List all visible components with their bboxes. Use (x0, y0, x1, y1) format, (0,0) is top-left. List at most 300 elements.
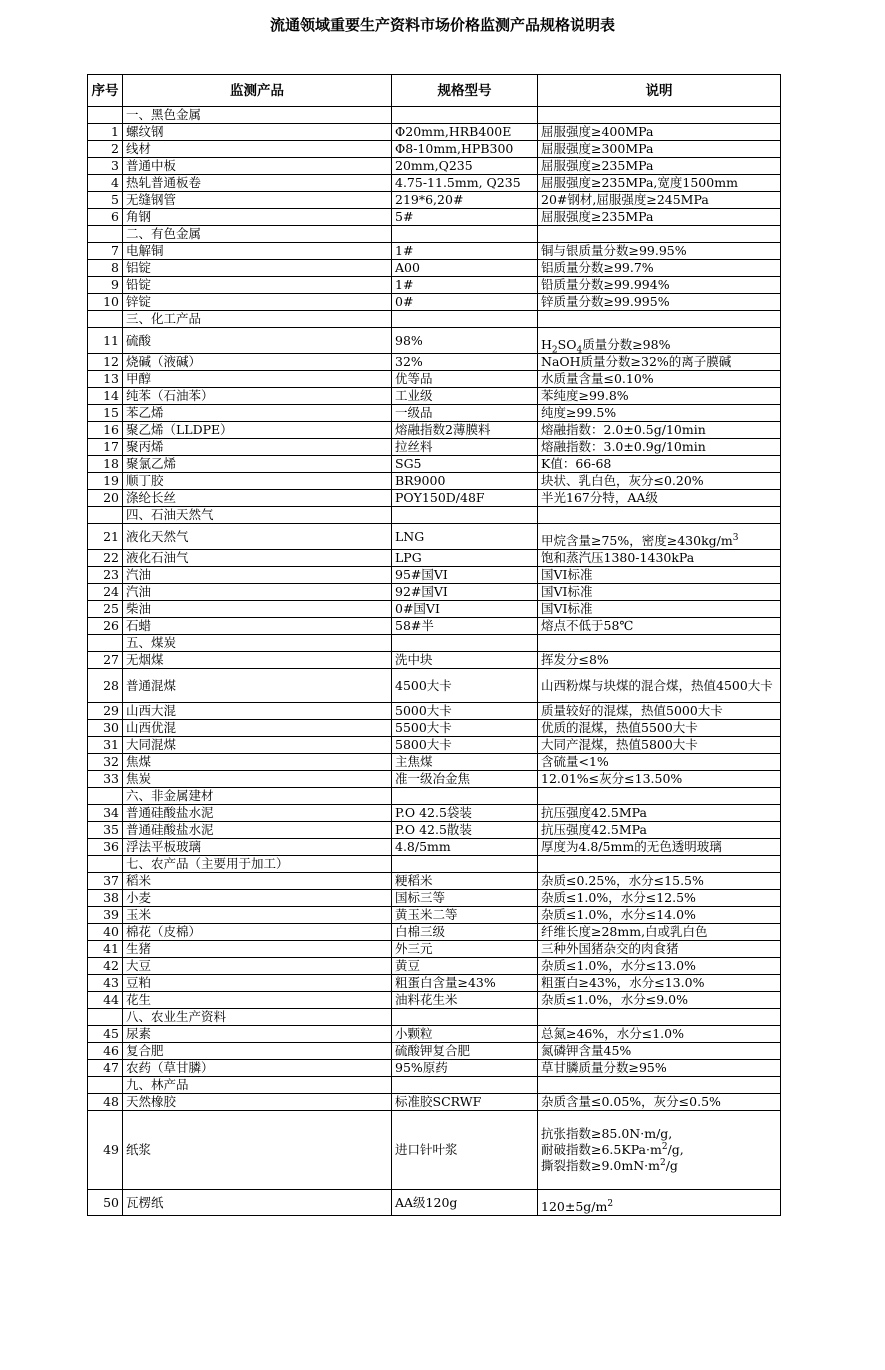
product-spec: 工业级 (392, 388, 538, 405)
product-desc: 12.01%≤灰分≤13.50% (538, 771, 781, 788)
category-num-cell (88, 788, 123, 805)
product-name: 硫酸 (123, 328, 392, 354)
product-desc: 铜与银质量分数≥99.95% (538, 243, 781, 260)
product-name: 花生 (123, 992, 392, 1009)
row-number: 24 (88, 584, 123, 601)
table-row (88, 175, 781, 192)
product-name: 无烟煤 (123, 652, 392, 669)
product-desc: 优质的混煤，热值5500大卡 (538, 720, 781, 737)
table-row (88, 992, 781, 1009)
category-num-cell (88, 507, 123, 524)
desc-superscript: 2 (607, 1198, 614, 1209)
product-spec: 20mm,Q235 (392, 158, 538, 175)
table-body (88, 107, 781, 1216)
table-row (88, 294, 781, 311)
category-row (88, 856, 781, 873)
desc-text: /g (665, 1158, 678, 1173)
category-spec-cell (392, 635, 538, 652)
row-number: 27 (88, 652, 123, 669)
product-desc: 块状、乳白色，灰分≤0.20% (538, 473, 781, 490)
product-name: 角钢 (123, 209, 392, 226)
row-number: 18 (88, 456, 123, 473)
product-name: 无缝钢管 (123, 192, 392, 209)
product-spec: 95%原药 (392, 1060, 538, 1077)
row-number: 32 (88, 754, 123, 771)
product-desc: 铝质量分数≥99.7% (538, 260, 781, 277)
product-name: 山西优混 (123, 720, 392, 737)
product-desc: 粗蛋白≥43%，水分≤13.0% (538, 975, 781, 992)
product-name: 柴油 (123, 601, 392, 618)
desc-text: 抗张指数≥85.0N·m/g, (541, 1126, 673, 1141)
product-spec: 黄豆 (392, 958, 538, 975)
product-desc: 杂质≤1.0%，水分≤13.0% (538, 958, 781, 975)
desc-text: 质量分数≥98% (582, 337, 671, 352)
product-spec: 0# (392, 294, 538, 311)
product-name: 螺纹钢 (123, 124, 392, 141)
product-spec: 5500大卡 (392, 720, 538, 737)
product-desc: 纯度≥99.5% (538, 405, 781, 422)
category-row (88, 635, 781, 652)
product-name: 顺丁胶 (123, 473, 392, 490)
product-spec: 4.75-11.5mm, Q235 (392, 175, 538, 192)
desc-superscript: 2 (661, 1141, 668, 1152)
table-row (88, 405, 781, 422)
table-row (88, 907, 781, 924)
product-spec: 白棉三级 (392, 924, 538, 941)
row-number: 14 (88, 388, 123, 405)
row-number: 48 (88, 1094, 123, 1111)
category-desc-cell (538, 856, 781, 873)
row-number: 15 (88, 405, 123, 422)
table-row (88, 805, 781, 822)
table-row (88, 567, 781, 584)
product-name: 热轧普通板卷 (123, 175, 392, 192)
category-desc-cell (538, 1009, 781, 1026)
product-desc: 饱和蒸汽压1380-1430kPa (538, 550, 781, 567)
product-desc (538, 1190, 781, 1216)
product-spec: 洗中块 (392, 652, 538, 669)
category-spec-cell (392, 226, 538, 243)
table-row (88, 669, 781, 703)
desc-text: 撕裂指数≥9.0mN·m (541, 1158, 660, 1173)
category-row (88, 1009, 781, 1026)
product-spec: LNG (392, 524, 538, 550)
table-row (88, 601, 781, 618)
product-desc: 锌质量分数≥99.995% (538, 294, 781, 311)
product-name: 普通硅酸盐水泥 (123, 805, 392, 822)
table-row (88, 1043, 781, 1060)
product-desc: 总氮≥46%，水分≤1.0% (538, 1026, 781, 1043)
product-desc (538, 1111, 781, 1190)
product-spec: LPG (392, 550, 538, 567)
table-row (88, 209, 781, 226)
table-row (88, 839, 781, 856)
table-row (88, 1026, 781, 1043)
table-row (88, 890, 781, 907)
row-number: 43 (88, 975, 123, 992)
category-spec-cell (392, 1077, 538, 1094)
category-num-cell (88, 635, 123, 652)
product-name: 复合肥 (123, 1043, 392, 1060)
product-name: 锌锭 (123, 294, 392, 311)
product-spec: 国标三等 (392, 890, 538, 907)
product-desc: 铅质量分数≥99.994% (538, 277, 781, 294)
category-desc-cell (538, 311, 781, 328)
product-desc: 抗压强度42.5MPa (538, 822, 781, 839)
table-row (88, 1094, 781, 1111)
row-number: 45 (88, 1026, 123, 1043)
row-number: 25 (88, 601, 123, 618)
table-row (88, 975, 781, 992)
product-desc: 水质量含量≤0.10% (538, 371, 781, 388)
product-spec: 5# (392, 209, 538, 226)
category-row (88, 1077, 781, 1094)
product-spec: 优等品 (392, 371, 538, 388)
spec-table (87, 74, 781, 1216)
product-desc: 三种外国猪杂交的肉食猪 (538, 941, 781, 958)
product-desc (538, 524, 781, 550)
product-name: 大豆 (123, 958, 392, 975)
row-number: 21 (88, 524, 123, 550)
category-num-cell (88, 311, 123, 328)
product-desc: 熔融指数：3.0±0.9g/10min (538, 439, 781, 456)
row-number: 46 (88, 1043, 123, 1060)
product-desc: 国VI标准 (538, 567, 781, 584)
table-row (88, 1190, 781, 1216)
row-number: 5 (88, 192, 123, 209)
row-number: 44 (88, 992, 123, 1009)
desc-subscript: 4 (576, 345, 583, 354)
product-desc: 半光167分特，AA级 (538, 490, 781, 507)
product-name: 纯苯（石油苯） (123, 388, 392, 405)
category-spec-cell (392, 107, 538, 124)
row-number: 39 (88, 907, 123, 924)
category-desc-cell (538, 788, 781, 805)
product-name: 电解铜 (123, 243, 392, 260)
table-row (88, 584, 781, 601)
header-desc: 说明 (538, 75, 781, 107)
row-number: 17 (88, 439, 123, 456)
product-desc: 含硫量<1% (538, 754, 781, 771)
row-number: 2 (88, 141, 123, 158)
row-number: 30 (88, 720, 123, 737)
product-desc: 山西粉煤与块煤的混合煤，热值4500大卡 (538, 669, 781, 703)
desc-line (541, 1126, 777, 1142)
product-spec: 32% (392, 354, 538, 371)
product-name: 液化天然气 (123, 524, 392, 550)
table-row (88, 141, 781, 158)
row-number: 36 (88, 839, 123, 856)
product-desc: 杂质≤1.0%，水分≤12.5% (538, 890, 781, 907)
product-desc: 质量较好的混煤，热值5000大卡 (538, 703, 781, 720)
product-name: 石蜡 (123, 618, 392, 635)
product-desc: 挥发分≤8% (538, 652, 781, 669)
product-name: 线材 (123, 141, 392, 158)
product-name: 聚乙烯（LLDPE） (123, 422, 392, 439)
category-label: 六、非金属建材 (123, 788, 392, 805)
product-spec: 外三元 (392, 941, 538, 958)
category-num-cell (88, 107, 123, 124)
product-name: 聚氯乙烯 (123, 456, 392, 473)
product-desc: 国VI标准 (538, 584, 781, 601)
product-spec: 1# (392, 277, 538, 294)
table-row (88, 958, 781, 975)
category-row (88, 107, 781, 124)
product-spec: P.O 42.5散装 (392, 822, 538, 839)
table-row (88, 260, 781, 277)
product-name: 稻米 (123, 873, 392, 890)
page-title: 流通领域重要生产资料市场价格监测产品规格说明表 (269, 16, 615, 34)
product-spec: 95#国VI (392, 567, 538, 584)
product-name: 焦炭 (123, 771, 392, 788)
desc-superscript: 2 (659, 1157, 666, 1168)
product-desc (538, 328, 781, 354)
row-number: 9 (88, 277, 123, 294)
product-desc: 纤维长度≥28mm,白或乳白色 (538, 924, 781, 941)
row-number: 26 (88, 618, 123, 635)
product-name: 铅锭 (123, 277, 392, 294)
row-number: 8 (88, 260, 123, 277)
product-spec: 5000大卡 (392, 703, 538, 720)
category-row (88, 311, 781, 328)
table-row (88, 473, 781, 490)
product-name: 农药（草甘膦） (123, 1060, 392, 1077)
product-desc: 屈服强度≥300MPa (538, 141, 781, 158)
product-name: 聚丙烯 (123, 439, 392, 456)
product-spec: 4.8/5mm (392, 839, 538, 856)
category-num-cell (88, 226, 123, 243)
row-number: 20 (88, 490, 123, 507)
table-row (88, 652, 781, 669)
product-name: 生猪 (123, 941, 392, 958)
table-row (88, 524, 781, 550)
row-number: 23 (88, 567, 123, 584)
product-name: 苯乙烯 (123, 405, 392, 422)
header-num: 序号 (88, 75, 123, 107)
product-name: 普通硅酸盐水泥 (123, 822, 392, 839)
product-desc: 氮磷钾含量45% (538, 1043, 781, 1060)
product-spec: 黄玉米二等 (392, 907, 538, 924)
category-spec-cell (392, 311, 538, 328)
product-desc: 屈服强度≥400MPa (538, 124, 781, 141)
desc-subscript: 2 (551, 345, 558, 354)
product-spec: 5800大卡 (392, 737, 538, 754)
row-number: 13 (88, 371, 123, 388)
row-number: 47 (88, 1060, 123, 1077)
row-number: 12 (88, 354, 123, 371)
product-spec: 进口针叶浆 (392, 1111, 538, 1190)
table-row (88, 124, 781, 141)
table-row (88, 158, 781, 175)
product-desc: 苯纯度≥99.8% (538, 388, 781, 405)
category-desc-cell (538, 507, 781, 524)
product-name: 铝锭 (123, 260, 392, 277)
product-name: 小麦 (123, 890, 392, 907)
category-label: 九、林产品 (123, 1077, 392, 1094)
category-label: 五、煤炭 (123, 635, 392, 652)
row-number: 34 (88, 805, 123, 822)
product-spec: 标准胶SCRWF (392, 1094, 538, 1111)
desc-text: 甲烷含量≥75%，密度≥430kg/m (541, 533, 733, 548)
table-row (88, 1111, 781, 1190)
table-row (88, 754, 781, 771)
table-row (88, 618, 781, 635)
category-num-cell (88, 1009, 123, 1026)
category-spec-cell (392, 788, 538, 805)
desc-text: SO (557, 337, 577, 352)
category-label: 七、农产品（主要用于加工） (123, 856, 392, 873)
product-name: 尿素 (123, 1026, 392, 1043)
category-desc-cell (538, 1077, 781, 1094)
row-number: 42 (88, 958, 123, 975)
product-spec: 4500大卡 (392, 669, 538, 703)
row-number: 33 (88, 771, 123, 788)
product-name: 液化石油气 (123, 550, 392, 567)
product-spec: Φ20mm,HRB400E (392, 124, 538, 141)
product-desc: 屈服强度≥235MPa (538, 158, 781, 175)
row-number: 50 (88, 1190, 123, 1216)
product-spec: POY150D/48F (392, 490, 538, 507)
product-desc: 杂质≤1.0%，水分≤9.0% (538, 992, 781, 1009)
desc-superscript: 3 (732, 532, 739, 543)
product-desc: 厚度为4.8/5mm的无色透明玻璃 (538, 839, 781, 856)
header-row (88, 75, 781, 107)
row-number: 11 (88, 328, 123, 354)
product-spec: A00 (392, 260, 538, 277)
category-label: 一、黑色金属 (123, 107, 392, 124)
product-name: 豆粕 (123, 975, 392, 992)
row-number: 16 (88, 422, 123, 439)
category-row (88, 226, 781, 243)
product-desc: 杂质≤1.0%，水分≤14.0% (538, 907, 781, 924)
product-name: 焦煤 (123, 754, 392, 771)
product-spec: 219*6,20# (392, 192, 538, 209)
product-name: 大同混煤 (123, 737, 392, 754)
desc-text: 耐破指数≥6.5KPa·m (541, 1142, 662, 1157)
header-spec: 规格型号 (392, 75, 538, 107)
table-row (88, 328, 781, 354)
table-row (88, 388, 781, 405)
row-number: 40 (88, 924, 123, 941)
desc-line (541, 1142, 777, 1158)
table-row (88, 873, 781, 890)
row-number: 4 (88, 175, 123, 192)
product-name: 普通中板 (123, 158, 392, 175)
table-row (88, 371, 781, 388)
category-row (88, 507, 781, 524)
category-label: 二、有色金属 (123, 226, 392, 243)
table-row (88, 456, 781, 473)
product-desc: 国VI标准 (538, 601, 781, 618)
table-row (88, 703, 781, 720)
category-desc-cell (538, 107, 781, 124)
category-num-cell (88, 1077, 123, 1094)
row-number: 10 (88, 294, 123, 311)
product-name: 普通混煤 (123, 669, 392, 703)
table-row (88, 550, 781, 567)
product-name: 涤纶长丝 (123, 490, 392, 507)
product-name: 烧碱（液碱） (123, 354, 392, 371)
product-desc: 屈服强度≥235MPa (538, 209, 781, 226)
product-spec: 1# (392, 243, 538, 260)
table-row (88, 439, 781, 456)
category-label: 八、农业生产资料 (123, 1009, 392, 1026)
desc-text: /g, (667, 1142, 684, 1157)
product-desc: NaOH质量分数≥32%的离子膜碱 (538, 354, 781, 371)
product-desc: 杂质≤0.25%，水分≤15.5% (538, 873, 781, 890)
desc-text: 120±5g/m (541, 1199, 608, 1214)
category-num-cell (88, 856, 123, 873)
row-number: 49 (88, 1111, 123, 1190)
category-spec-cell (392, 507, 538, 524)
category-label: 四、石油天然气 (123, 507, 392, 524)
table-row (88, 924, 781, 941)
product-spec: 准一级冶金焦 (392, 771, 538, 788)
header-product: 监测产品 (123, 75, 392, 107)
row-number: 29 (88, 703, 123, 720)
product-desc: 大同产混煤，热值5800大卡 (538, 737, 781, 754)
row-number: 19 (88, 473, 123, 490)
product-spec: 硫酸钾复合肥 (392, 1043, 538, 1060)
product-desc: 抗压强度42.5MPa (538, 805, 781, 822)
product-spec: P.O 42.5袋装 (392, 805, 538, 822)
row-number: 31 (88, 737, 123, 754)
product-name: 汽油 (123, 567, 392, 584)
product-spec: 粳稻米 (392, 873, 538, 890)
table-row (88, 354, 781, 371)
table-row (88, 422, 781, 439)
row-number: 3 (88, 158, 123, 175)
row-number: 7 (88, 243, 123, 260)
category-label: 三、化工产品 (123, 311, 392, 328)
table-row (88, 490, 781, 507)
product-spec: SG5 (392, 456, 538, 473)
product-name: 汽油 (123, 584, 392, 601)
product-spec: 主焦煤 (392, 754, 538, 771)
table-row (88, 737, 781, 754)
product-spec: 58#半 (392, 618, 538, 635)
desc-line (541, 1158, 777, 1174)
table-row (88, 243, 781, 260)
product-name: 天然橡胶 (123, 1094, 392, 1111)
category-desc-cell (538, 226, 781, 243)
product-spec: 熔融指数2薄膜料 (392, 422, 538, 439)
product-spec: 粗蛋白含量≥43% (392, 975, 538, 992)
product-spec: BR9000 (392, 473, 538, 490)
product-name: 瓦楞纸 (123, 1190, 392, 1216)
product-desc: 屈服强度≥235MPa,宽度1500mm (538, 175, 781, 192)
product-spec: 小颗粒 (392, 1026, 538, 1043)
product-desc: 杂质含量≤0.05%，灰分≤0.5% (538, 1094, 781, 1111)
table-row (88, 192, 781, 209)
product-name: 棉花（皮棉） (123, 924, 392, 941)
product-spec: 一级品 (392, 405, 538, 422)
row-number: 37 (88, 873, 123, 890)
product-desc: 20#钢材,屈服强度≥245MPa (538, 192, 781, 209)
product-name: 山西大混 (123, 703, 392, 720)
table-row (88, 771, 781, 788)
row-number: 28 (88, 669, 123, 703)
row-number: 6 (88, 209, 123, 226)
table-row (88, 277, 781, 294)
category-spec-cell (392, 856, 538, 873)
row-number: 35 (88, 822, 123, 839)
table-row (88, 822, 781, 839)
product-spec: 油料花生米 (392, 992, 538, 1009)
product-spec: 0#国VI (392, 601, 538, 618)
product-spec: AA级120g (392, 1190, 538, 1216)
row-number: 22 (88, 550, 123, 567)
